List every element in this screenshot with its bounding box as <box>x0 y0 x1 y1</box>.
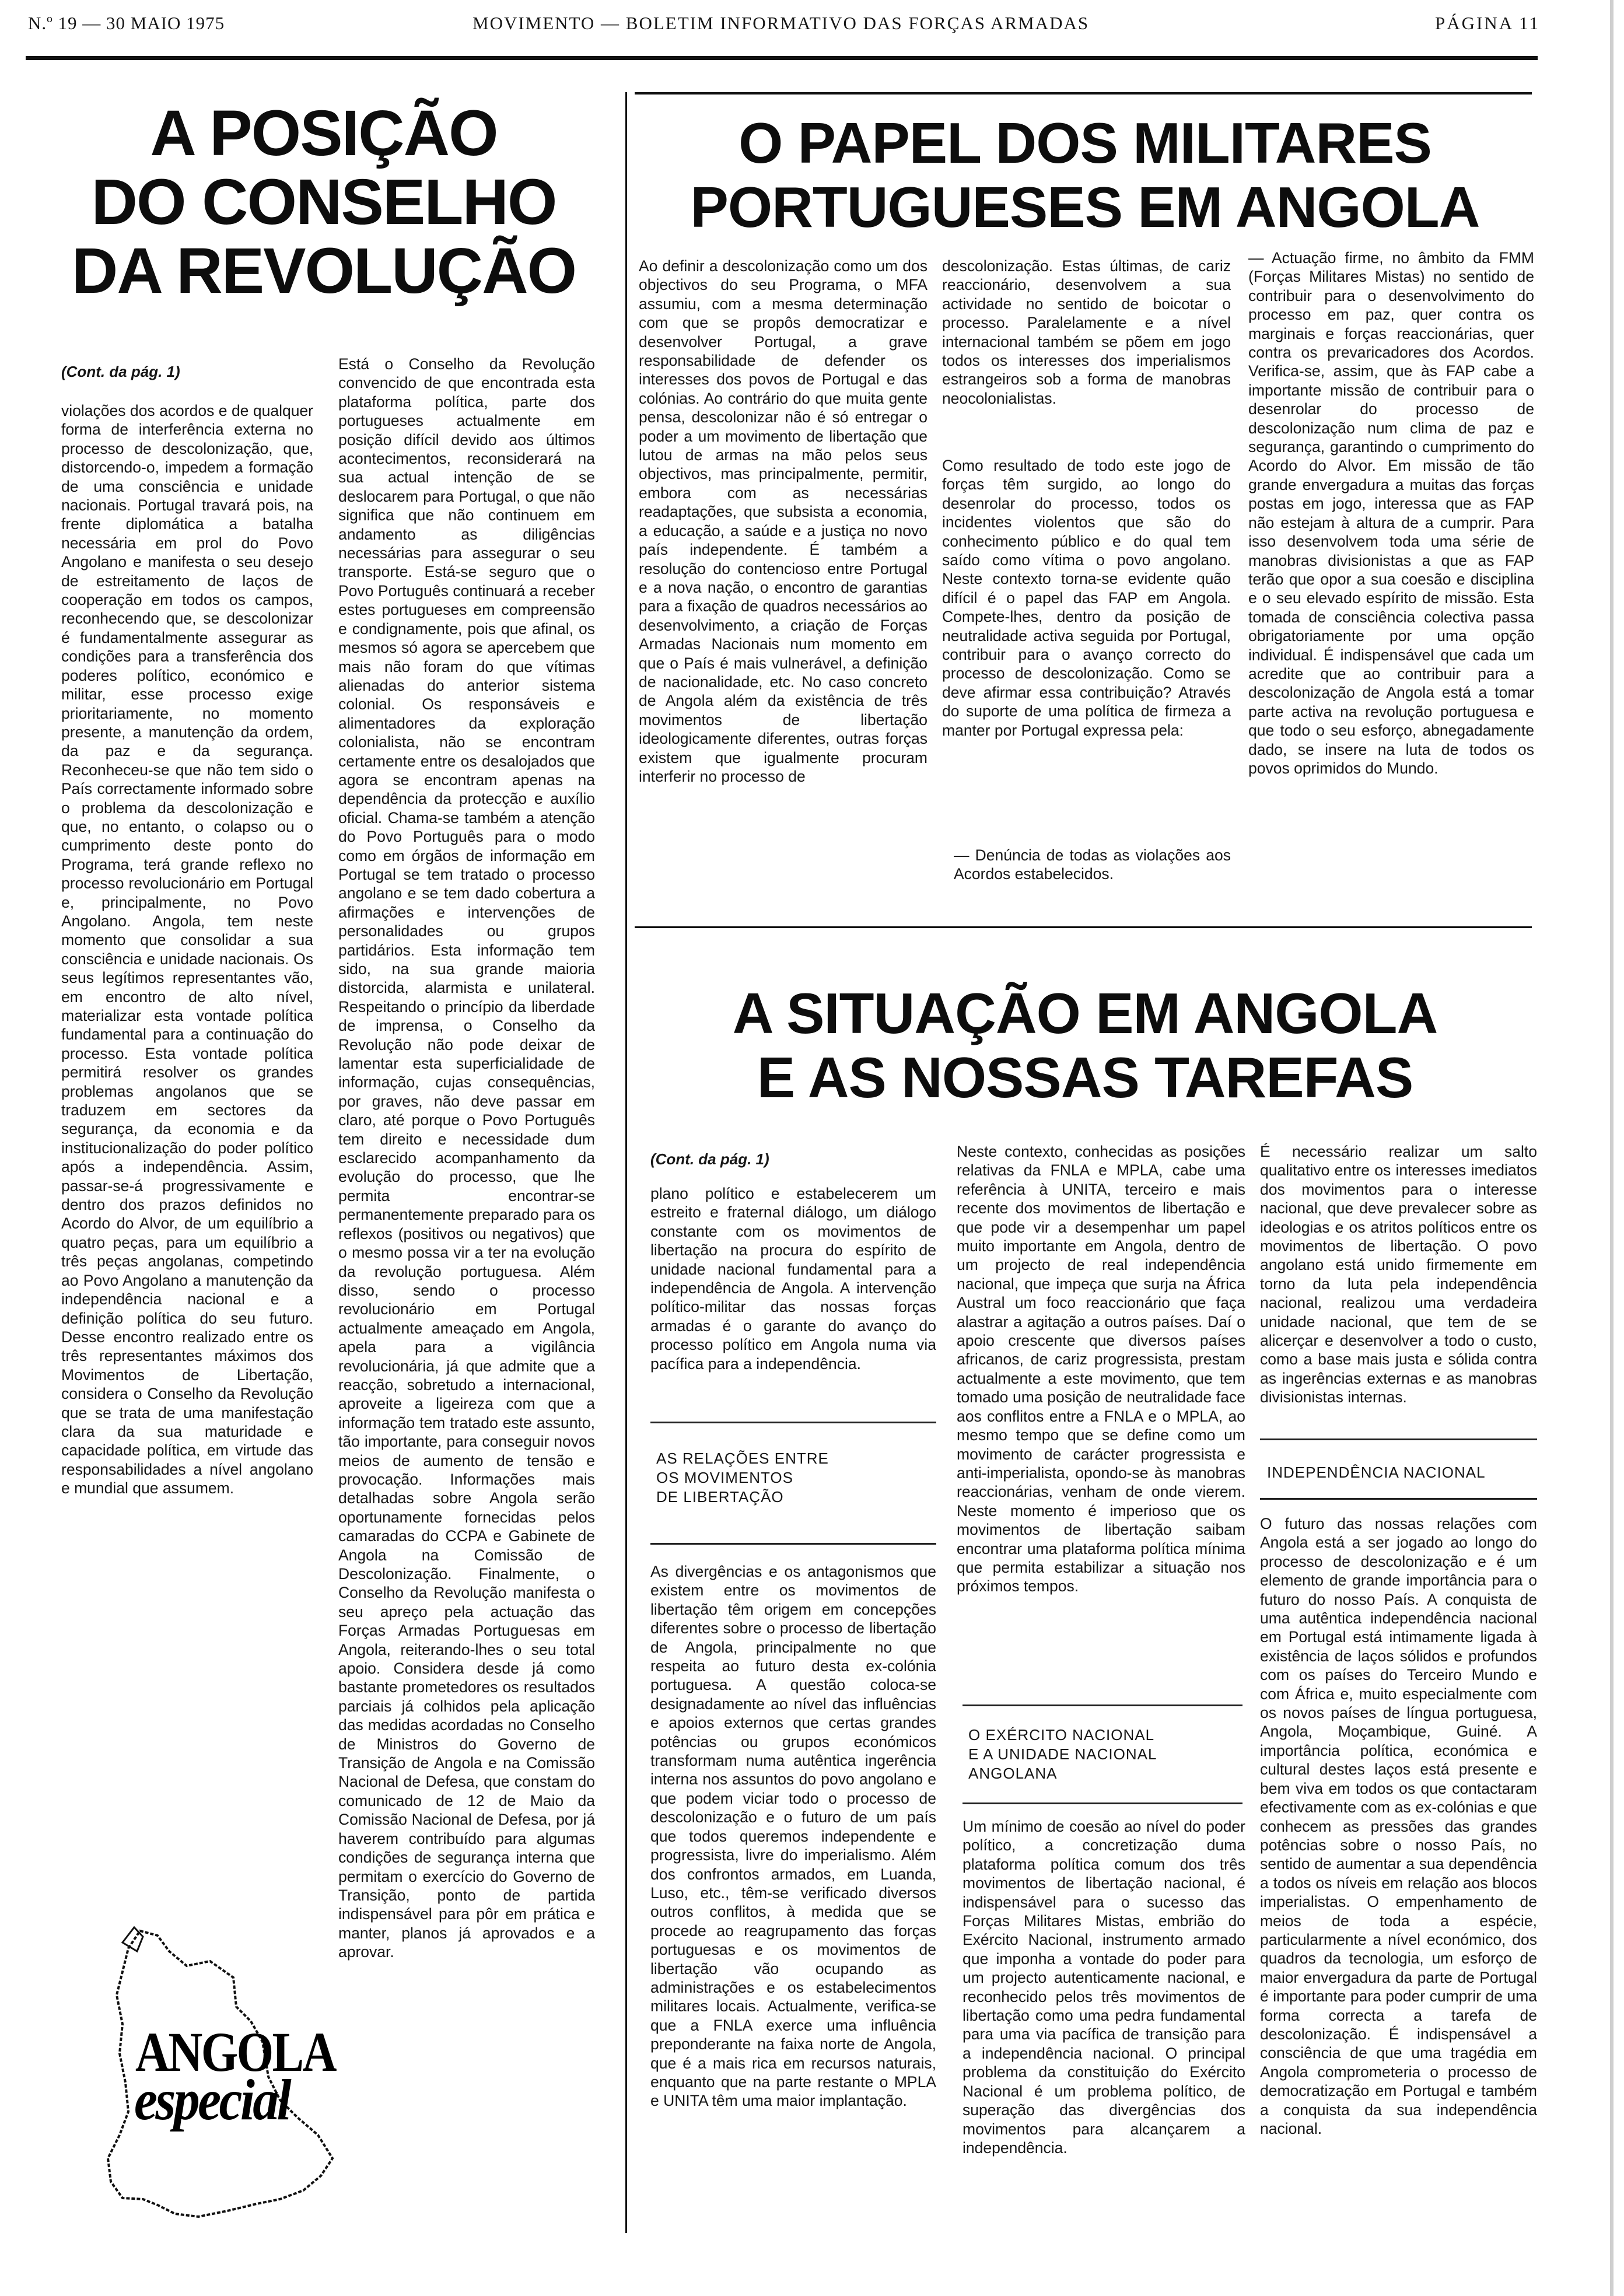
paragraph: — Denúncia de todas as violações aos Acordos estabelecidos. <box>954 846 1231 883</box>
subheading-rule <box>1260 1498 1537 1500</box>
publication-name: MOVIMENTO — BOLETIM INFORMATIVO DAS FORÇAS ARMADAS <box>473 13 1090 33</box>
article-top-rule <box>635 92 1532 94</box>
logo-text-angola: ANGOLA <box>135 2021 335 2083</box>
article-top-rule <box>635 926 1532 928</box>
article-text-column: As divergências e os antagonismos que existem entre os movimentos de libertação têm origem em concepções diferentes sobre o processo de libertação de Angola, principalmente no que respeita ao futuro desta ex-colónia portuguesa. A questão coloca-se designadamente ao nível das influências e apoios externos que certas grandes potências ou grupos económicos transformam numa autêntica ingerência interna nos assuntos do povo angolano e que podem viciar todo o processo de descolonização e o futuro de um país que todos queremos independente e progressista, livre do imperialismo. Além dos confrontos armados, em Luanda, Luso, etc., têm-se verificado diversos outros conflitos, à medida que se procede ao reagrupamento das forças portuguesas e os movimentos de libertação vão ocupando as administrações e os estabelecimentos militares locais. Actualmente, verifica-se que a FNLA exerce uma influência preponderante na faixa norte de Angola, que é a mais rica em recursos naturais, enquanto que na parte restante o MPLA e UNITA têm uma maior implantação. <box>650 1563 936 2110</box>
subheading-rule <box>650 1422 936 1423</box>
article-text-column: Um mínimo de coesão ao nível do poder político, a concretização duma plataforma política comum dos três movimentos de libertação nacional, é indispensável para o sucesso das Forças Militares Mistas, embrião do Exército Nacional, instrumento armado que imponha a vontade do poder para um projecto autenticamente nacional, e reconhecido pelos três movimentos de libertação como uma pedra fundamental para uma via pacífica de transição para a independência nacional. O principal problema da constituição do Exército Nacional é um problema político, de superação das divergências dos movimentos para alcançarem a independência. <box>963 1818 1245 2157</box>
subheading-rule <box>1260 1438 1537 1440</box>
column-divider <box>625 92 627 2233</box>
subheading-line: ANGOLANA <box>968 1765 1058 1782</box>
headline-conselho-revolucao <box>35 99 612 306</box>
article-text-column: É necessário realizar um salto qualitativo entre os interesses imediatos dos movimentos para o interesse nacional, que deve prevalecer sobre as ideologias e os atritos políticos entre os movimentos de libertação. O povo angolano está unido firmemente em torno da luta pela independência nacional, realizou uma verdadeira unidade nacional, que tem de se alicerçar e desenvolver a todo o custo, como a base mais justa e sólida contra as ingerências externas e as manobras divisionistas internas. <box>1260 1143 1537 1406</box>
subheading-line: E A UNIDADE NACIONAL <box>968 1745 1157 1763</box>
continuation-note: (Cont. da pág. 1) <box>61 363 180 380</box>
headline-situacao-angola <box>639 981 1531 1110</box>
continuation-note: (Cont. da pág. 1) <box>650 1150 769 1168</box>
subheading-rule <box>650 1543 936 1545</box>
headline-line: DA REVOLUÇÃO <box>71 235 576 307</box>
headline-line: O PAPEL DOS MILITARES <box>738 111 1432 175</box>
article-text-column: O futuro das nossas relações com Angola está a ser jogado ao longo do processo de descolonização e é um elemento de grande importância para o futuro do nosso País. A conquista de uma autêntica independência nacional em Portugal está intimamente ligada à existência de laços sólidos e profundos com os países do Terceiro Mundo e com África e, muito especialmente com os novos países de língua portuguesa, Angola, Moçambique, Guiné. A importância política, económica e cultural destes laços está presente e bem viva em todos os que contactaram efectivamente com as ex-colónias e que conhecem as pressões das grandes potências sobre o nosso País, no sentido de aumentar a sua dependência a todos os níveis em relação aos blocos imperialistas. O empenhamento de meios de toda a espécie, particularmente a nível económico, dos quadros da tecnologia, um esforço de maior envergadura da parte de Portugal é importante para poder cumprir de uma forma correcta a tarefa de descolonização. É indispensável a consciência de que uma tragédia em Angola comprometeria o processo de democratização em Portugal e também a conquista da sua independência nacional. <box>1260 1515 1537 2137</box>
subheading-exercito-nacional <box>968 1726 1157 1783</box>
binding-edge <box>1610 0 1614 2296</box>
subheading-rule <box>963 1704 1242 1706</box>
subheading-relacoes-movimentos <box>656 1449 829 1507</box>
article-text-column: — Actuação firme, no âmbito da FMM (Forças Militares Mistas) no sentido de contribuir para o desenvolvimento do processo em paz, quer contra os marginais e forças reaccionárias, quer contra os prevaricadores dos Acordos. Verifica-se, assim, que às FAP cabe a importante missão de contribuir para o desenrolar do processo de descolonização num clima de paz e segurança, garantindo o cumprimento do Acordo do Alvor. Em missão de tão grande envergadura a muitas das forças postas em jogo, interessa que as FAP não estejam à altura de a cumprir. Para isso desenvolvem toda uma série de manobras divisionistas a que as FAP terão que opor a sua coesão e disciplina e o seu elevado espírito de missão. Esta tomada de consciência colectiva passa obrigatoriamente por uma opção individual. É indispensável que cada um acredite que ao contribuir para a descolonização de Angola está a tomar parte activa na revolução portuguesa e que todo o seu esforço, abnegadamente dado, se insere na luta de todos os povos oprimidos do Mundo. <box>1248 249 1534 777</box>
subheading-rule <box>963 1803 1242 1804</box>
subheading-line: AS RELAÇÕES ENTRE <box>656 1450 829 1467</box>
subheading-line: O EXÉRCITO NACIONAL <box>968 1726 1155 1744</box>
subheading-line: OS MOVIMENTOS <box>656 1469 793 1486</box>
subheading-line: DE LIBERTAÇÃO <box>656 1488 784 1506</box>
headline-line: E AS NOSSAS TAREFAS <box>757 1045 1413 1110</box>
headline-line: DO CONSELHO <box>91 166 556 238</box>
paragraph: Como resultado de todo este jogo de forças têm surgido, ao longo do desenrolar do processo, todos os incidentes violentos que são do conhecimento público e do qual tem saído como vítima o povo angolano. Neste contexto torna-se evidente quão difícil é o papel das FAP em Angola. Compete-lhes, dentro da posição de neutralidade activa seguida por Portugal, contribuir para o avanço correcto do processo de descolonização. Como se deve afirmar essa contribuição? Através do suporte de uma política de firmeza a manter por Portugal expressa pela: <box>942 457 1231 739</box>
page-number: PÁGINA 11 <box>1435 13 1541 33</box>
article-text-column: Ao definir a descolonização como um dos objectivos do seu Programa, o MFA assumiu, com a mesma determinação com que se propôs democratizar e desenvolver Portugal, a grave responsabilidade de defender os interesses dos povos de Portugal e das colónias. Ao contrário do que muita gente pensa, descolonizar não é só entregar o poder a um movimento de libertação que lutou de armas na mão pelos seus objectivos, mas principalmente, permitir, embora com as necessárias readaptações, que subsista a economia, a educação, a saúde e a justiça no novo país independente. É também a resolução do contencioso entre Portugal e a nova nação, o encontro de garantias para a fixação de quadros necessários ao desenvolvimento, a criação de Forças Armadas Nacionais num momento em que o País é mais vulnerável, a definição de nacionalidade, etc. No caso concreto de Angola além da existência de três movimentos de libertação ideologicamente diferentes, outras forças existem que igualmente procuram interferir no processo de <box>639 257 928 785</box>
headline-line: PORTUGUESES EM ANGOLA <box>690 175 1480 239</box>
header-rule <box>26 56 1538 60</box>
article-text-column: plano político e estabelecerem um estreito e fraternal diálogo, um diálogo constante com os movimentos de libertação na procura do espírito de unidade nacional fundamental para a independência de Angola. A intervenção político-militar das nossas forças armadas é o garante do avanço do processo político em Angola numa via pacífica para a independência. <box>650 1185 936 1373</box>
article-text-column: Neste contexto, conhecidas as posições relativas da FNLA e MPLA, cabe uma referência à UNITA, terceiro e mais recente dos movimentos de libertação e que pode vir a desempenhar um papel muito importante em Angola, dentro de um projecto de real independência nacional, que impeça que surja na África Austral um foco reaccionário que faça alastrar a agitação a outros países. Daí o apoio crescente que diversos países africanos, de cariz progressista, prestam actualmente a este movimento, que tem tomado uma posição de neutralidade face aos conflitos entre a FNLA e o MPLA, ao mesmo tempo que se define como um movimento de carácter progressista e anti-imperialista, opondo-se às manobras reaccionárias, venham de onde vierem. Neste momento é imperioso que os movimentos de libertação saibam encontrar uma plataforma política mínima que permita estabilizar a situação nos próximos tempos. <box>957 1143 1245 1595</box>
article-text-column: Está o Conselho da Revolução convencido de que encontrada esta plataforma política, parte dos portugueses actualmente em posição difícil devido aos últimos acontecimentos, reconsiderará na sua actual intenção de se deslocarem para Portugal, o que não significa que não continuem em andamento as diligências necessárias para assegurar o seu transporte. Está-se seguro que o Povo Português continuará a receber estes portugueses em compreensão e condignamente, pois que afinal, os mesmos só agora se apercebem que mais não foram do que vítimas alienadas do anterior sistema colonial. Os responsáveis e alimentadores da exploração colonialista, não se encontram certamente entre os desalojados que agora se encontram apenas na dependência da protecção e auxílio oficial. Chama-se também a atenção do Povo Português para o modo como em órgãos de informação em Portugal se tem tratado o processo angolano e se tem dado cobertura a afirmações e intervenções de personalidades ou grupos partidários. Esta informação tem sido, na sua grande maioria distorcida, alarmista e unilateral. Respeitando o princípio da liberdade de imprensa, o Conselho da Revolução não pode deixar de lamentar esta superficialidade de informação, cujas consequências, por graves, não deve passar em claro, até porque o Povo Português tem direito e necessidade dum esclarecido acompanhamento da evolução do processo, que lhe permita encontrar-se permanentemente preparado para os reflexos (positivos ou negativos) que o mesmo possa vir a ter na evolução da revolução portuguesa. Além disso, sendo o processo revolucionário em Portugal actualmente ameaçado em Angola, apela para a vigilância revolucionária, já que admite que a reacção, sobretudo a internacional, aproveite a ligeireza com que a informação tem tratado este assunto, tão importante, para conseguir novos meios de aumento de tensão e provocação. Informações mais detalhadas sobre Angola serão oportunamente fornecidas pelos camaradas do CCPA e Gabinete de Angola na Comissão de Descolonização. Finalmente, o Conselho da Revolução manifesta o seu apreço pela actuação das Forças Armadas Portuguesas em Angola, reiterando-lhes o seu total apoio. Considera desde já como bastante prometedores os resultados parciais já colhidos pela aplicação das medidas acordadas no Conselho de Ministros do Governo de Transição de Angola e na Comissão Nacional de Defesa, que constam do comunicado de 12 de Maio da Comissão Nacional de Defesa, por já haverem contribuído para algumas condições de segurança interna que permitam o exercício do Governo de Transição, ponto de partida indispensável para pôr em prática e manter, planos já aprovados e a aprovar. <box>338 355 595 1961</box>
paragraph: descolonização. Estas últimas, de cariz reaccionário, desenvolvem a sua actividade no sentido de boicotar o processo. Paralelamente e a nível internacional também se põem em jogo todos os interesses dos imperialismos estrangeiros sob a forma de manobras neocolonialistas. <box>942 257 1231 407</box>
headline-line: A SITUAÇÃO EM ANGOLA <box>732 981 1438 1045</box>
article-text-column: violações dos acordos e de qualquer forma de interferência externa no processo de descolonização, que, distorcendo-o, impedem a formação de uma consciência e unidade nacionais. Portugal travará pois, na frente diplomática a batalha necessária em prol do Povo Angolano e manifesta o seu desejo de estreitamento de laços de cooperação em todos os campos, reconhecendo que, se descolonizar é fundamentalmente assegurar as condições para a transferência dos poderes político, económico e militar, esse processo exige prioritariamente, no momento presente, a manutenção da ordem, da paz e da segurança. Reconheceu-se que não tem sido o País correctamente informado sobre o problema da descolonização e que, no entanto, o colapso ou o cumprimento deste ponto do Programa, terá grande reflexo no processo revolucionário em Portugal e, principalmente, no Povo Angolano. Angola, tem neste momento que consolidar a sua consciência e unidade nacionais. Os seus legítimos representantes vão, em encontro de alto nível, materializar esta vontade política fundamental para a continuação do processo. Esta vontade política permitirá resolver os grandes problemas angolanos que se traduzem em sectores da segurança, da economia e da institucionalização do poder político após a independência. Assim, passar-se-á progressivamente e dentro dos prazos definidos no Acordo do Alvor, de um equilíbrio a quatro peças, para um equilíbrio a três peças angolanas, competindo ao Povo Angolano a manutenção da independência nacional e a definição política do seu futuro. Desse encontro realizado entre os três representantes máximos dos Movimentos de Libertação, considera o Conselho da Revolução que se trata de uma manifestação clara da sua maturidade e capacidade política, em virtude das responsabilidades a nível angolano e mundial que assumem. <box>61 402 313 1497</box>
logo-text-especial: especial <box>134 2067 290 2132</box>
article-text-column <box>942 257 1231 898</box>
subheading-independencia-nacional: INDEPENDÊNCIA NACIONAL <box>1267 1464 1486 1481</box>
headline-papel-militares <box>639 111 1531 239</box>
issue-date: N.º 19 — 30 MAIO 1975 <box>28 13 225 33</box>
headline-line: A POSIÇÃO <box>150 97 498 169</box>
